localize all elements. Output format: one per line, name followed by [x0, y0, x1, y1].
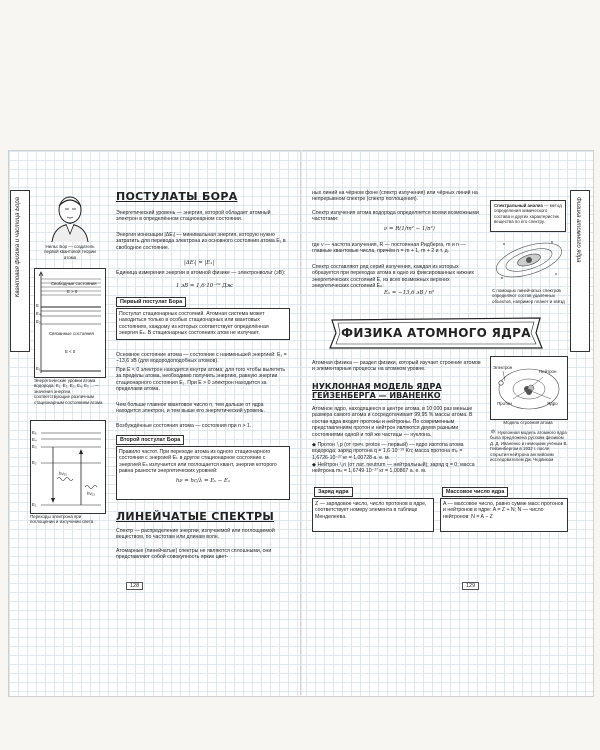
- t-level-label: E₄: [32, 437, 37, 442]
- energy-levels-diagram: [34, 268, 106, 378]
- neutron-line: ◆ Нейтрон ¹₀n (от лат. neutrum — нейтральный); заряд q = 0; масса нейтрона mₙ = 1,6749·10⁻²⁷ кг = 1,00867 а. е. м.: [312, 462, 475, 475]
- level-label: E₁: [36, 366, 41, 371]
- free-states-label: Свободные состояния: [51, 281, 97, 286]
- para-atomic-physics: Атомная физика — раздел физики, который изучает строение атомов и элементарные процессы на атомном уровне.: [312, 360, 481, 373]
- formula-frequency: hν = hc/λ = Eₖ − Eₙ: [175, 477, 231, 484]
- spectral-analysis-title: Спектральный анализ: [494, 203, 543, 208]
- formula-en: Eₙ = −13,6 эВ / n²: [384, 290, 435, 296]
- mass-box-text: A — массовое число, равно сумме масс протонов и нейтронов в ядре: A = Z + N; N — число нейтронов: N = A − Z: [443, 501, 564, 520]
- mass-box: [440, 498, 568, 532]
- nucleon-model-note: ⚛ Нуклонная модель атомного ядра была предложена русским физиком Д. Д. Иваненко и немецким учёным В. Гейзенбергом в 1932 г. после открытия нейтрона английским исследователем Дж. Чедвиком: [490, 429, 568, 463]
- right-sidebar-text: Физика атомного ядра: [575, 197, 581, 263]
- bound-states-cond: E < 0: [65, 349, 76, 354]
- galaxy-caption: С помощью линейчатых спектров определяют состав удалённых объектов, например планет и звёзд: [492, 288, 565, 304]
- t-level-label: E₂: [32, 460, 37, 465]
- right-sidebar-tab: [570, 190, 590, 352]
- neutron-text: Нейтрон ¹₀n (от лат. neutrum — нейтральный); заряд q = 0; масса нейтрона mₙ = 1,6749·10⁻²⁷ кг = 1,00867 а. е. м.: [312, 462, 475, 475]
- charge-box-title: Заряд ядра: [314, 487, 353, 497]
- postulate1-text: Постулат стационарных состояний. Атомная система может находиться только в особых стационарных или квантовых состояниях, каждому из которых соответствует определённая энергия Eₙ. В стационарных состояниях атом не излучает.: [119, 311, 269, 337]
- level-label: E: [36, 303, 39, 308]
- t-level-label: E₅: [32, 430, 37, 435]
- hv-absorb-label: hν₁₃: [87, 491, 95, 496]
- page-gutter: [300, 150, 302, 695]
- atom-label-electron: Электрон: [493, 365, 513, 370]
- t-level-label: E₃: [32, 444, 37, 449]
- t-level-label: E₁: [32, 502, 37, 507]
- level-label: E₂: [36, 319, 41, 324]
- chapter-title: ФИЗИКА АТОМНОГО ЯДРА: [341, 326, 531, 340]
- energy-levels-caption: Энергетические уровни атома водорода. E₁, E₂, E₃, E₄, E₅ ... — значения энергии, соответствующие различным стационарным состояниям атома: [34, 378, 103, 405]
- transitions-diagram: [30, 420, 106, 514]
- hv-emit-label: hν₃₂: [59, 471, 68, 476]
- mass-box-title: Массовое число ядра: [442, 487, 508, 497]
- para-energy-level: Энергетический уровень — энергия, которой обладает атомный электрон в определённом стационарном состоянии.: [116, 210, 271, 223]
- transitions-caption: Переходы электрона при поглощении и излучении света: [30, 514, 94, 525]
- spectral-analysis-box: [490, 200, 566, 232]
- spectral-analysis-text: — метод определения химического состава и других характеристик вещества по его спектру.: [494, 203, 562, 225]
- free-states-cond: E > 0: [67, 289, 78, 294]
- para-series: Спектр составляют ряд серий излучения, каждая из которых образуется при переходах атома в одно из фиксированных нижних энергетических состояний E, из всех возможных верхних энергетических состояний Eₙ:: [312, 264, 475, 290]
- section-title-nucleon-model: НУКЛОННАЯ МОДЕЛЬ ЯДРА ГЕЙЗЕНБЕРГА — ИВАНЕНКО: [312, 382, 442, 400]
- para-atomic-spectra: Атомарные (линейчатые) спектры не являются сплошными, они представляют собой совокупность ярких цвет-: [116, 548, 272, 561]
- bound-states-label: Связанные состояния: [49, 331, 94, 336]
- page-number-right: 129: [462, 582, 479, 590]
- para-line-spectra: ных линий на чёрном фоне (спектр излучения) или чёрных линий на непрерывном спектре (спектр поглощения).: [312, 190, 478, 203]
- postulate2-title: Второй постулат Бора: [116, 435, 184, 445]
- para-ground-state: Основное состояние атома — состояние с наименьшей энергией: E₁ = −13,6 эВ (для водородоподобных атомов).: [116, 352, 287, 365]
- chapter-banner: [326, 316, 546, 350]
- atom-model-caption: Модель строения атома: [503, 420, 553, 425]
- formula-ionization: |ΔEᵢ| = |E₁|: [184, 260, 215, 266]
- para-nucleus: Атомное ядро, находящееся в центре атома, в 10 000 раз меньше размера самого атома и сосредотачивает 99,95 % массы атома. В состав ядра входят протоны и нейтроны. По современным представлениям протон и нейтрон являются двумя разными состояниями одной и той же частицы — нуклона.: [312, 406, 473, 438]
- portrait-caption: Нильс Бор — создатель первой квантовой теории атома: [44, 244, 96, 260]
- postulate2-box: [116, 446, 290, 500]
- charge-box-text: Z — зарядовое число, число протонов в ядре, соответствует номеру элемента в таблице Менделеева.: [315, 501, 427, 520]
- postulate2-text: Правило частот. При переходе атома из одного стационарного состояния с энергией Eₖ в другое стационарное состояние с энергией Eₙ излучается или поглощается квант, энергия которого равна разности энергетических уровней:: [119, 449, 277, 475]
- para-ionization: Энергия ионизации |ΔEᵢ| — минимальная энергия, которую нужно затратить для перевода электрона из основного состояния атома E₁ в свободное состояние.: [116, 232, 286, 251]
- nucleon-model-note-text: Нуклонная модель атомного ядра была предложена русским физиком Д. Д. Иваненко и немецким учёным В. Гейзенбергом в 1932 г. после открытия нейтрона английским исследователем Дж. Чедвиком: [490, 430, 568, 463]
- formula-ev: 1 эВ = 1,6·10⁻¹⁹ Дж: [176, 283, 233, 289]
- para-ev-unit: Единица измерения энергии в атомной физике — электронвольт (эВ):: [116, 270, 286, 276]
- proton-line: ◆ Протон ¹₁p (от греч. protos — первый) — ядро изотопа атома водорода; заряд протона q = 1,6·10⁻¹⁹ Кл; масса протона mₚ = 1,6726·10⁻²⁷ кг = 1,00728 а. е. м.: [312, 442, 464, 461]
- charge-box: [312, 498, 434, 532]
- section-title-spectra: ЛИНЕЙЧАТЫЕ СПЕКТРЫ: [116, 510, 275, 523]
- left-sidebar-tab: [10, 190, 30, 352]
- section-title-bohr: ПОСТУЛАТЫ БОРА: [116, 190, 238, 203]
- bohr-portrait: [44, 192, 96, 242]
- para-quantum-number: Чем больше главное квантовое число n, тем дальше от ядра находится электрон, и тем выше его энергетический уровень.: [116, 402, 265, 415]
- para-excited: Возбуждённые состояния атома — состояния при n > 1.: [116, 423, 252, 429]
- atom-label-neutron: Нейтрон: [539, 369, 557, 374]
- proton-text: Протон ¹₁p (от греч. protos — первый) — ядро изотопа атома водорода; заряд протона q = 1,6·10⁻¹⁹ Кл; масса протона mₚ = 1,6726·10⁻²⁷ кг = 1,00728 а. е. м.: [312, 442, 464, 461]
- galaxy-image: [492, 234, 566, 286]
- level-label: E₄: [36, 311, 41, 316]
- atom-model-diagram: [490, 356, 568, 420]
- left-sidebar-text: Квантовая физика и частица Бора: [15, 197, 21, 298]
- formula-rydberg: ν = R(1/m² − 1/n²): [384, 226, 435, 232]
- para-hydrogen-spectrum: Спектр излучения атома водорода определяется всеми возможными частотами:: [312, 210, 479, 223]
- page-number-left: 128: [126, 582, 143, 590]
- postulate1-box: [116, 308, 290, 340]
- atom-label-nucleus: Ядро: [547, 401, 558, 406]
- para-rydberg-explained: где ν — частота излучения, R — постоянная Ридберга, m и n — главные квантовые числа, причём n = m + 1, m + 2 и т. д.: [312, 242, 466, 255]
- atom-label-proton: Протон: [497, 401, 512, 406]
- para-negative-energy: При E < 0 электрон находится внутри атома; для того чтобы вылететь за пределы атома, необходимо получить энергию, равную энергии стационарного состояния E₁. При E > 0 электрон находится за пределами атома.: [116, 367, 286, 393]
- postulate1-title: Первый постулат Бора: [116, 297, 186, 307]
- para-spectrum: Спектр — распределение энергии, излучаемой или поглощаемой веществом, по частотам или длинам волн.: [116, 528, 275, 541]
